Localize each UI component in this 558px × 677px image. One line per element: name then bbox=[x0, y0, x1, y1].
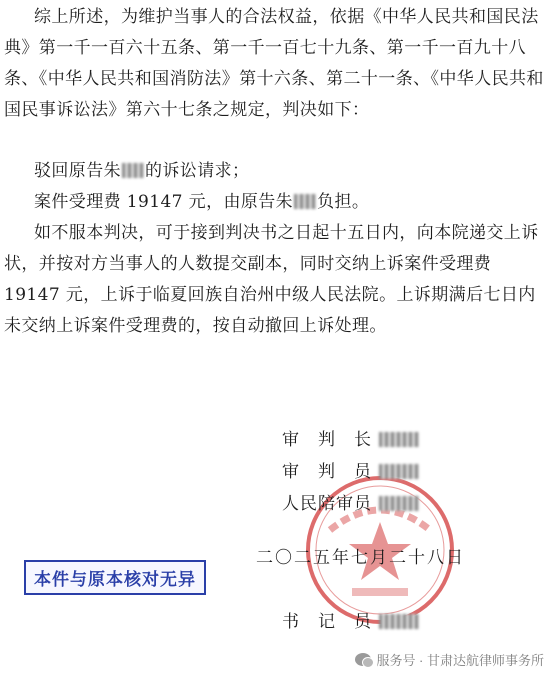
ruling-item-dismiss-text-a: 驳回原告朱 bbox=[34, 161, 121, 181]
redacted-name bbox=[294, 194, 316, 209]
account-watermark bbox=[355, 650, 544, 669]
ruling-item-dismiss-text-b: 的诉讼请求； bbox=[145, 161, 250, 181]
redacted-name bbox=[379, 614, 419, 629]
clerk-signature bbox=[282, 607, 420, 632]
ruling-item-fee-text-a: 案件受理费 19147 元，由原告朱 bbox=[34, 192, 294, 212]
assessor-signature bbox=[282, 489, 420, 514]
copy-verified-stamp: 本件与原本核对无异 bbox=[24, 560, 206, 595]
judge-signature bbox=[282, 457, 420, 482]
judge-label: 审 判 员 bbox=[282, 462, 372, 482]
assessor-label: 人民陪审员 bbox=[282, 494, 372, 514]
appeal-notice-paragraph: 如不服本判决，可于接到判决书之日起十五日内，向本院递交上诉状，并按对方当事人的人数提交副本，同时交纳上诉案件受理费 19147 元，上诉于临夏回族自治州中级人民法院。上诉期满后七日内未交纳上诉案件受理费的，按自动撤回上诉处理。 bbox=[4, 223, 539, 336]
redacted-name bbox=[379, 496, 419, 511]
wechat-icon bbox=[355, 653, 371, 666]
clerk-label: 书 记 员 bbox=[282, 612, 372, 632]
redacted-name bbox=[379, 464, 419, 479]
chief-judge-label: 审 判 长 bbox=[282, 430, 372, 450]
ruling-basis-paragraph: 综上所述，为维护当事人的合法权益，依据《中华人民共和国民法典》第一千一百六十五条、第一千一百七十九条、第一千一百九十八条、《中华人民共和国消防法》第十六条、第二十一条、《中华人民共和国民事诉讼法》第六十七条之规定，判决如下： bbox=[4, 7, 544, 120]
watermark-text: 服务号 · 甘肃达航律师事务所 bbox=[376, 653, 544, 668]
chief-judge-signature bbox=[282, 425, 420, 450]
ruling-item-dismiss bbox=[34, 156, 558, 187]
ruling-item-fee-text-b: 负担。 bbox=[317, 192, 370, 212]
ruling-item-fee bbox=[34, 187, 558, 218]
redacted-name bbox=[122, 163, 144, 178]
judgment-date: 二〇二五年七月二十八日 bbox=[256, 548, 465, 568]
redacted-name bbox=[379, 432, 419, 447]
